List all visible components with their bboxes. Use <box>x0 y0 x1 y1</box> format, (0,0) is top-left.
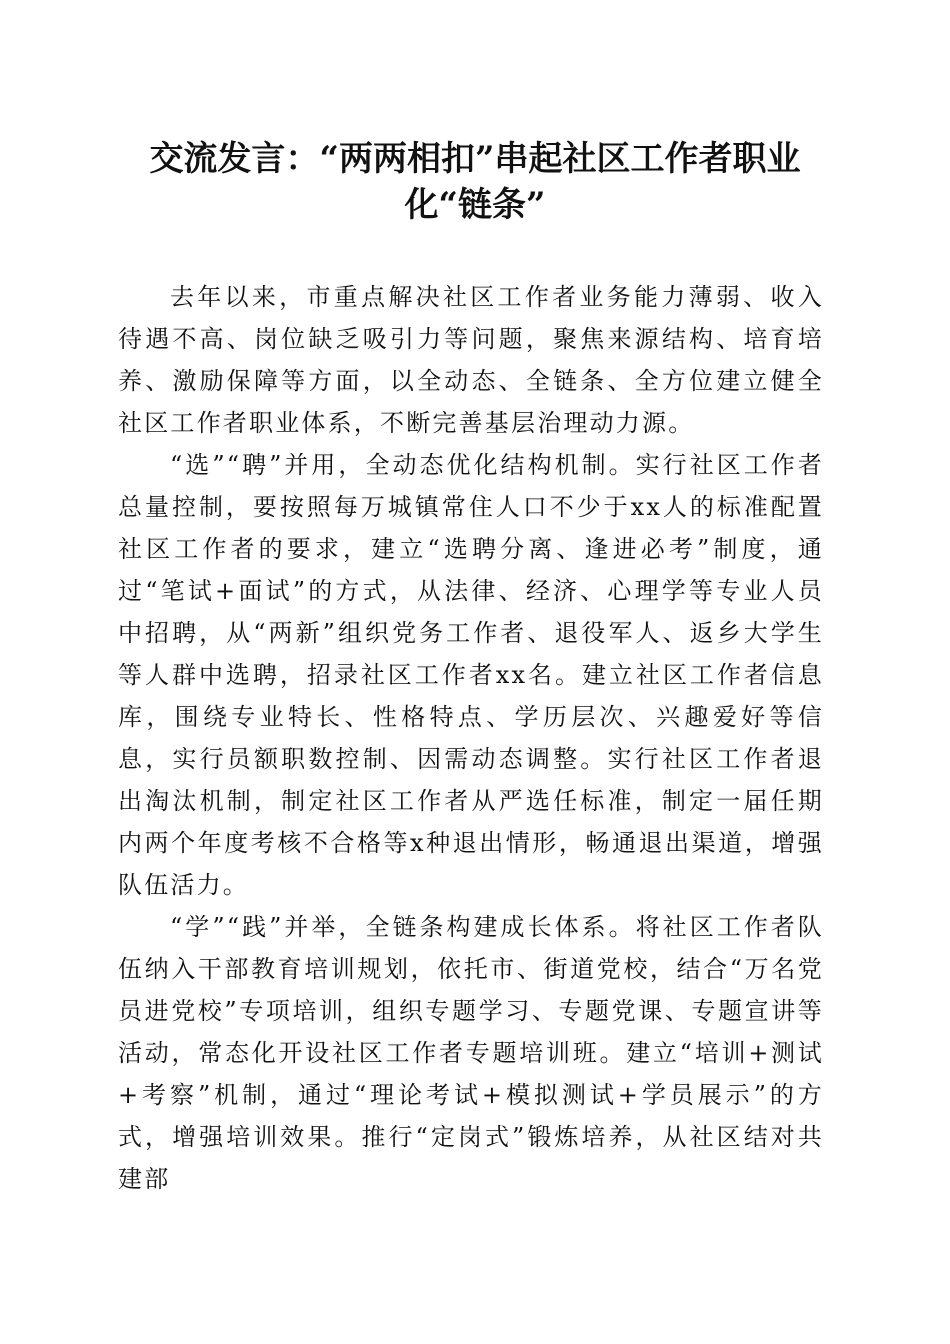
document-body <box>118 276 824 1200</box>
paragraph-learn-practice: “学”“践”并举，全链条构建成长体系。将社区工作者队伍纳入干部教育培训规划，依托市、街道党校，结合“万名党员进党校”专项培训，组织专题学习、专题党课、专题宣讲等活动，常态化开设社区工作者专题培训班。建立“培训+测试+考察”机制，通过“理论考试+模拟测试+学员展示”的方式，增强培训效果。推行“定岗式”锻炼培养，从社区结对共建部 <box>118 913 824 1193</box>
title-line-2: 化“链条” <box>404 185 546 225</box>
paragraph-select-recruit: “选”“聘”并用，全动态优化结构机制。实行社区工作者总量控制，要按照每万城镇常住人口不少于xx人的标准配置社区工作者的要求，建立“选聘分离、逢进必考”制度，通过“笔试+面试”的方式，从法律、经济、心理学等专业人员中招聘，从“两新”组织党务工作者、退役军人、返乡大学生等人群中选聘，招录社区工作者xx名。建立社区工作者信息库，围绕专业特长、性格特点、学历层次、兴趣爱好等信息，实行员额职数控制、因需动态调整。实行社区工作者退出淘汰机制，制定社区工作者从严选任标准，制定一届任期内两个年度考核不合格等x种退出情形，畅通退出渠道，增强队伍活力。 <box>118 451 824 899</box>
document-title <box>110 136 840 228</box>
title-line-1: 交流发言：“两两相扣”串起社区工作者职业 <box>149 139 801 179</box>
paragraph-intro: 去年以来，市重点解决社区工作者业务能力薄弱、收入待遇不高、岗位缺乏吸引力等问题，聚焦来源结构、培育培养、激励保障等方面，以全动态、全链条、全方位建立健全社区工作者职业体系，不断完善基层治理动力源。 <box>118 283 824 437</box>
